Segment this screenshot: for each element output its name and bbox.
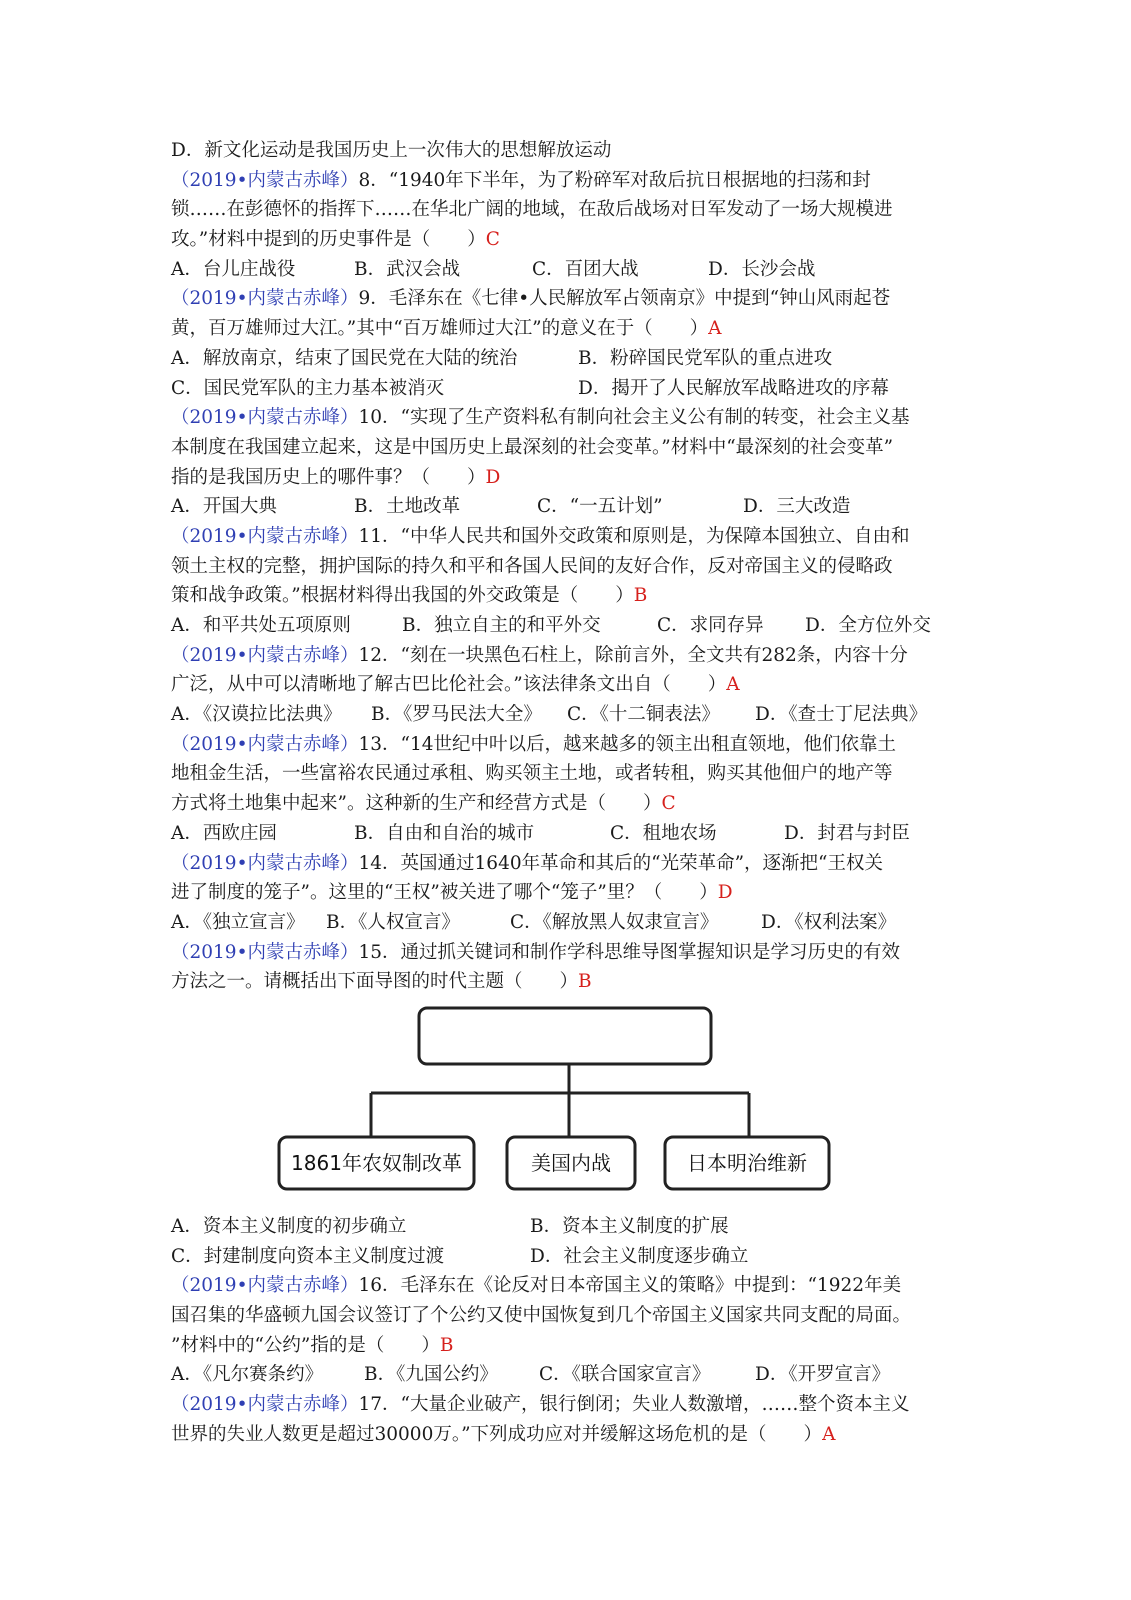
option-c: C．“一五计划” (537, 496, 663, 518)
q15-options-row1 (171, 1212, 971, 1242)
q13-line3: 方式将土地集中起来”。这种新的生产和经营方式是（ ）C (171, 793, 676, 815)
q13-line2: 地租金生活，一些富裕农民通过承租、购买领主土地，或者转租，购买其他佃户的地产等 (171, 763, 893, 785)
option-b: B．《人权宣言》 (326, 911, 460, 933)
q11-line3: 策和战争政策。”根据材料得出我国的外交政策是（ ）B (171, 585, 648, 607)
q17-line2: 世界的失业人数更是超过30000万。”下列成功应对并缓解这场危机的是（ ）A (171, 1423, 836, 1445)
q12-options (171, 700, 971, 730)
option-a: A．和平共处五项原则 (171, 615, 351, 636)
answer-mark: D (485, 466, 501, 488)
option-c: C．百团大战 (532, 258, 639, 280)
q8-line1: （2019•内蒙古赤峰）8．“1940年下半年，为了粉碎军对敌后抗日根据地的扫荡和封 (171, 169, 871, 191)
option-d: D．《查士丁尼法典》 (755, 704, 928, 726)
option-c: C．《联合国家宣言》 (539, 1364, 711, 1386)
option-d: D．全方位外交 (805, 615, 931, 636)
option-d: D．长沙会战 (708, 258, 816, 280)
mind-map-diagram (171, 1001, 971, 1206)
mind-map-child-2: 美国内战 (531, 1150, 611, 1175)
source-tag: （2019•内蒙古赤峰） (171, 733, 359, 755)
source-tag: （2019•内蒙古赤峰） (171, 169, 359, 191)
q15-line1: （2019•内蒙古赤峰）15．通过抓关键词和制作学科思维导图掌握知识是学习历史的有效 (171, 941, 901, 963)
option-a: A．资本主义制度的初步确立 (171, 1215, 407, 1237)
q10-line3: 指的是我国历史上的哪件事？（ ）D (171, 466, 501, 488)
option-d: D．《权利法案》 (761, 911, 897, 933)
q9-options-row1 (171, 344, 971, 374)
option-c: C．国民党军队的主力基本被消灭 (171, 377, 445, 399)
answer-mark: D (717, 882, 733, 904)
prev-option-d: D．新文化运动是我国历史上一次伟大的思想解放运动 (171, 140, 612, 161)
q11-options (171, 611, 971, 641)
option-b: B．资本主义制度的扩展 (530, 1215, 729, 1237)
q12-line1: （2019•内蒙古赤峰）12．“刻在一块黑色石柱上，除前言外，全文共有282条，内容十分 (171, 644, 908, 666)
answer-mark: B (633, 585, 648, 607)
q8-options (171, 255, 971, 285)
answer-mark: A (726, 674, 740, 696)
option-c: C．《十二铜表法》 (567, 704, 720, 726)
q14-line1: （2019•内蒙古赤峰）14．英国通过1640年革命和其后的“光荣革命”，逐渐把“王权关 (171, 852, 883, 874)
q11-line1: （2019•内蒙古赤峰）11．“中华人民共和国外交政策和原则是，为保障本国独立、自由和 (171, 525, 910, 547)
document-page (171, 136, 971, 1449)
q13-options (171, 819, 971, 849)
q14-options (171, 908, 971, 938)
q11-line2: 领土主权的完整，拥护国际的持久和平和各国人民间的友好合作，反对帝国主义的侵略政 (171, 555, 893, 577)
answer-mark: B (578, 971, 592, 993)
option-d: D．三大改造 (743, 496, 851, 518)
q16-line3: ”材料中的“公约”指的是（ ）B (171, 1334, 454, 1356)
option-a: A．西欧庄园 (171, 822, 277, 844)
option-d: D．《开罗宣言》 (755, 1364, 891, 1386)
mind-map-child-1: 1861年农奴制改革 (291, 1150, 462, 1175)
option-a: A．台儿庄战役 (171, 258, 296, 280)
answer-mark: B (439, 1334, 454, 1356)
q8-line2: 锁……在彭德怀的指挥下……在华北广阔的地域，在敌后战场对日军发动了一场大规模进 (171, 199, 893, 221)
option-a: A．开国大典 (171, 496, 277, 518)
mind-map-top-label (419, 1008, 711, 1064)
q16-line1: （2019•内蒙古赤峰）16．毛泽东在《论反对日本帝国主义的策略》中提到：“1922年美 (171, 1275, 902, 1297)
q8-line3: 攻。”材料中提到的历史事件是（ ）C (171, 229, 500, 251)
answer-mark: C (661, 793, 676, 815)
option-a: A．解放南京，结束了国民党在大陆的统治 (171, 347, 518, 369)
option-b: B．粉碎国民党军队的重点进攻 (578, 347, 833, 369)
option-a: A．《独立宣言》 (171, 911, 305, 933)
answer-mark: C (485, 229, 500, 251)
option-c: C．求同存异 (657, 615, 764, 636)
option-a: A．《凡尔赛条约》 (171, 1364, 324, 1386)
q9-line1: （2019•内蒙古赤峰）9．毛泽东在《七律•人民解放军占领南京》中提到“钟山风雨起苍 (171, 288, 891, 310)
option-c: C．《解放黑人奴隶宣言》 (510, 911, 719, 933)
option-a: A．《汉谟拉比法典》 (171, 704, 342, 726)
q15-line2: 方法之一。请概括出下面导图的时代主题（ ）B (171, 971, 592, 993)
source-tag: （2019•内蒙古赤峰） (171, 288, 359, 310)
q15-options-row2 (171, 1242, 971, 1272)
mind-map-child-3: 日本明治维新 (687, 1150, 807, 1175)
option-d: D．揭开了人民解放军战略进攻的序幕 (578, 377, 889, 399)
q12-line2: 广泛，从中可以清晰地了解古巴比伦社会。”该法律条文出自（ ）A (171, 674, 740, 696)
q10-line2: 本制度在我国建立起来，这是中国历史上最深刻的社会变革。”材料中“最深刻的社会变革” (171, 436, 894, 458)
option-b: B．土地改革 (354, 496, 461, 518)
option-b: B．《罗马民法大全》 (371, 704, 542, 726)
option-c: C．封建制度向资本主义制度过渡 (171, 1245, 445, 1267)
q10-line1: （2019•内蒙古赤峰）10．“实现了生产资料私有制向社会主义公有制的转变，社会主义基 (171, 407, 910, 429)
source-tag: （2019•内蒙古赤峰） (171, 644, 359, 666)
q10-options (171, 492, 971, 522)
source-tag: （2019•内蒙古赤峰） (171, 941, 359, 963)
q14-line2: 进了制度的笼子”。这里的“王权”被关进了哪个“笼子”里？（ ）D (171, 882, 733, 904)
q9-options-row2 (171, 374, 971, 404)
option-b: B．独立自主的和平外交 (402, 615, 601, 636)
source-tag: （2019•内蒙古赤峰） (171, 1394, 359, 1416)
source-tag: （2019•内蒙古赤峰） (171, 852, 359, 874)
source-tag: （2019•内蒙古赤峰） (171, 407, 359, 429)
option-b: B．《九国公约》 (364, 1364, 498, 1386)
q16-options (171, 1360, 971, 1390)
q16-line2: 国召集的华盛顿九国会议签订了个公约又使中国恢复到几个帝国主义国家共同支配的局面。 (171, 1305, 912, 1326)
option-b: B．武汉会战 (354, 258, 461, 280)
option-c: C．租地农场 (610, 822, 717, 844)
q9-line2: 黄，百万雄师过大江。”其中“百万雄师过大江”的意义在于（ ）A (171, 318, 722, 340)
source-tag: （2019•内蒙古赤峰） (171, 525, 359, 547)
q17-line1: （2019•内蒙古赤峰）17．“大量企业破产，银行倒闭；失业人数激增，……整个资本主义 (171, 1394, 910, 1416)
option-b: B．自由和自治的城市 (354, 822, 535, 844)
option-d: D．社会主义制度逐步确立 (530, 1245, 749, 1267)
q13-line1: （2019•内蒙古赤峰）13．“14世纪中叶以后，越来越多的领主出租直领地，他们依靠土 (171, 733, 897, 755)
option-d: D．封君与封臣 (784, 822, 910, 844)
answer-mark: A (822, 1423, 836, 1445)
answer-mark: A (708, 318, 722, 340)
source-tag: （2019•内蒙古赤峰） (171, 1275, 359, 1297)
